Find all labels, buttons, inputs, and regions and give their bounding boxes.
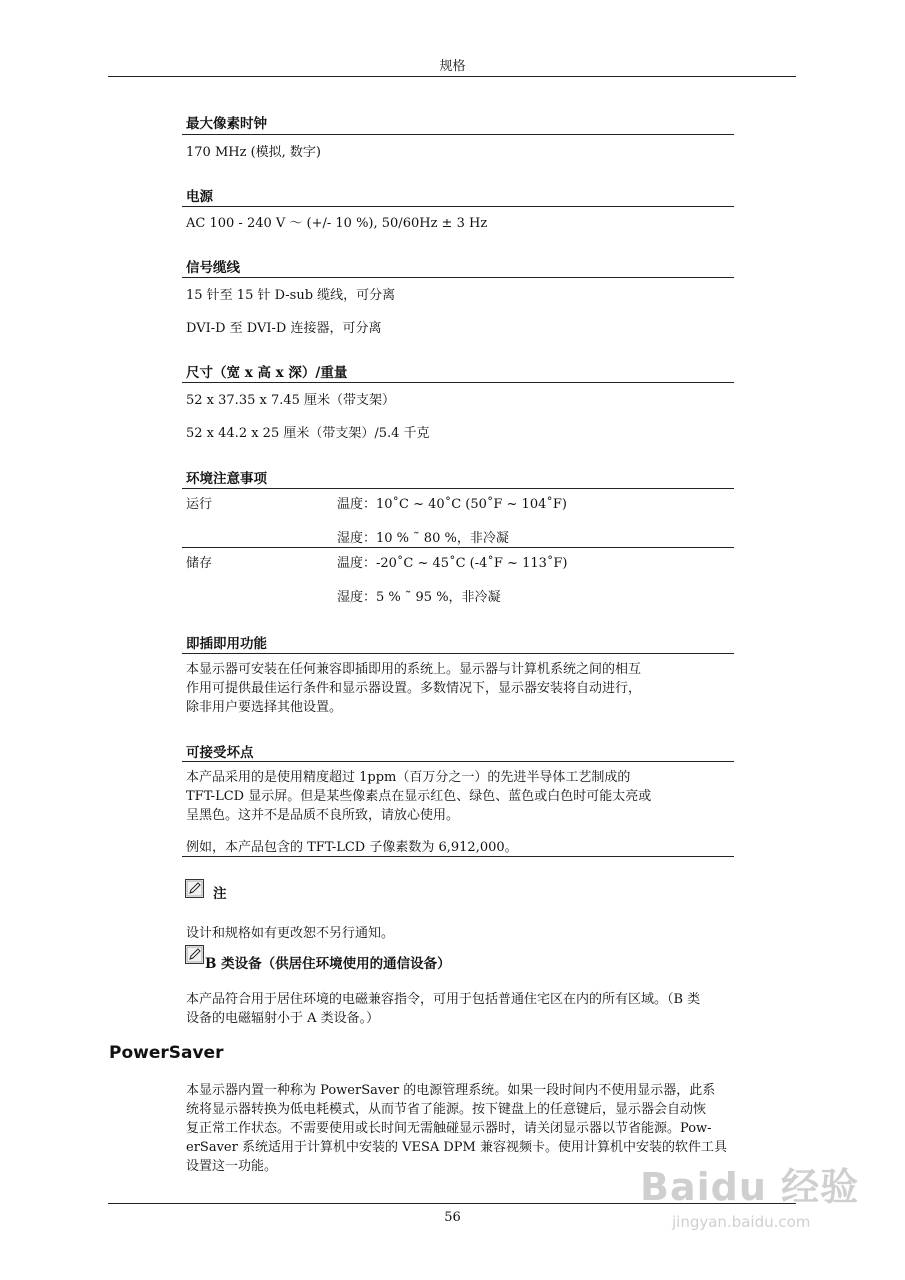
plug-play-line-2: 作用可提供最佳运行条件和显示器设置。多数情况下，显示器安装将自动进行， [186,681,642,696]
class-b-title: B 类设备（供居住环境使用的通信设备） [205,956,451,972]
environment-operating-temp: 温度：10˚C ~ 40˚C (50˚F ~ 104˚F) [337,497,567,512]
dead-pixels-example: 例如，本产品包含的 TFT-LCD 子像素数为 6,912,000。 [186,840,518,855]
environment-operating-label: 运行 [186,497,213,512]
section-title-dimensions: 尺寸（宽 x 高 x 深）/重量 [186,365,348,381]
dead-pixels-line-1: 本产品采用的是使用精度超过 1ppm（百万分之一）的先进半导体工艺制成的 [186,770,631,785]
environment-storage-humidity: 湿度：5 % ˜ 95 %，非冷凝 [337,590,501,605]
environment-storage-label: 储存 [186,556,213,571]
dead-pixels-line-2: TFT-LCD 显示屏。但是某些像素点在显示红色、绿色、蓝色或白色时可能太亮或 [186,789,652,804]
section-rule [182,488,734,489]
section-end-rule [182,856,734,857]
powersaver-line-2: 统将显示器转换为低电耗模式，从而节省了能源。按下键盘上的任意键后，显示器会自动恢 [186,1102,707,1117]
header-rule [108,76,796,77]
note-pencil-icon [185,945,204,964]
page-header-title: 规格 [439,59,466,74]
powersaver-line-3: 复正常工作状态。不需要使用或长时间无需触碰显示器时，请关闭显示器以节省能源。Pow- [186,1121,712,1136]
dead-pixels-line-3: 呈黑色。这并不是品质不良所致，请放心使用。 [186,808,460,823]
baidu-watermark-logo: Baidu 经验 [640,1165,860,1209]
section-title-signal-cable: 信号缆线 [186,260,240,276]
note-pencil-icon [185,879,204,898]
section-rule [182,653,734,654]
note-text: 设计和规格如有更改恕不另行通知。 [186,926,395,941]
powersaver-line-4: erSaver 系统适用于计算机中安装的 VESA DPM 兼容视频卡。使用计算机中安装的软件工具 [186,1140,727,1155]
plug-play-line-3: 除非用户要选择其他设置。 [186,700,343,715]
dimensions-line-1: 52 x 37.35 x 7.45 厘米（带支架） [186,393,396,408]
class-b-line-1: 本产品符合用于居住环境的电磁兼容指令，可用于包括普通住宅区在内的所有区域。（B 类 [186,992,701,1007]
section-rule [182,761,734,762]
class-b-line-2: 设备的电磁辐射小于 A 类设备。） [186,1011,380,1026]
section-title-plug-play: 即插即用功能 [186,636,267,652]
section-title-power: 电源 [186,189,213,205]
environment-storage-temp: 温度：-20˚C ~ 45˚C (-4˚F ~ 113˚F) [337,556,568,571]
section-rule [182,206,734,207]
note-label: 注 [213,886,227,902]
environment-operating-humidity: 湿度：10 % ˜ 80 %，非冷凝 [337,531,509,546]
dimensions-line-2: 52 x 44.2 x 25 厘米（带支架）/5.4 千克 [186,426,430,441]
section-rule [182,277,734,278]
section-rule [182,134,734,135]
signal-cable-line-2: DVI-D 至 DVI-D 连接器，可分离 [186,321,382,336]
section-title-pixel-clock: 最大像素时钟 [186,116,267,132]
pixel-clock-value: 170 MHz (模拟, 数字) [186,145,321,160]
power-value: AC 100 - 240 V ～ (+/- 10 %), 50/60Hz ± 3 Hz [186,216,488,231]
section-title-dead-pixels: 可接受坏点 [186,745,254,761]
section-rule [182,382,734,383]
baidu-watermark-url: jingyan.baidu.com [672,1213,811,1231]
plug-play-line-1: 本显示器可安装在任何兼容即插即用的系统上。显示器与计算机系统之间的相互 [186,662,642,677]
powersaver-line-5: 设置这一功能。 [186,1159,278,1174]
signal-cable-line-1: 15 针至 15 针 D-sub 缆线，可分离 [186,288,396,303]
powersaver-heading: PowerSaver [109,1043,224,1063]
powersaver-line-1: 本显示器内置一种称为 PowerSaver 的电源管理系统。如果一段时间内不使用显示器，此系 [186,1083,716,1098]
section-title-environment: 环境注意事项 [186,471,267,487]
environment-row-rule [182,547,734,548]
page-number: 56 [444,1210,461,1225]
